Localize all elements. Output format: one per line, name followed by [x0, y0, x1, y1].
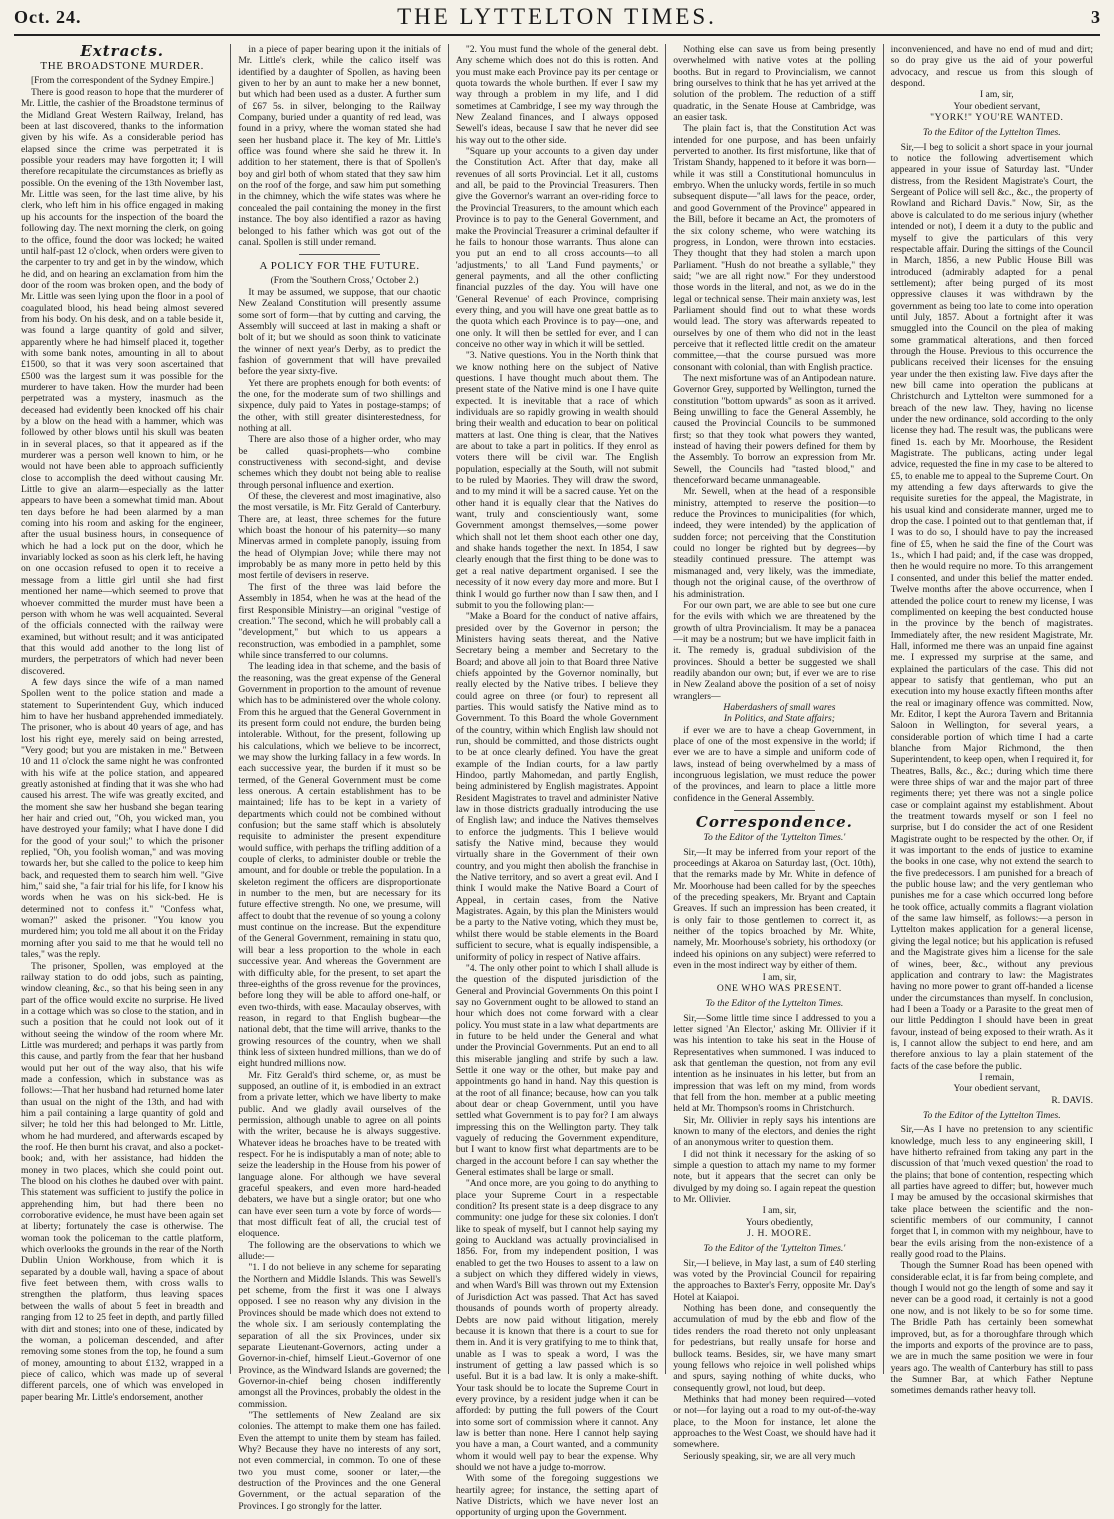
letter-addressee: To the Editor of the Lyttelton Times. — [922, 127, 1061, 139]
letter-addressee: To the Editor of the Lyttelton Times. — [922, 1109, 1061, 1121]
paragraph: Of these, the cleverest and most imaginative, also the most versatile, is Mr. Fitz Gerald of Canterbury. There are, at least, three schemes for the future which boast the honour of his paternity—so many Minervas armed in complete panoply, issuing from the head of Olympian Jove; while there may not improbably be as many more in petto held by this most fertile of devisers in reserve. — [238, 491, 441, 582]
article-title: A POLICY FOR THE FUTURE. — [259, 260, 420, 273]
paragraph: The plain fact is, that the Constitution Act was intended for one purpose, and has been unfairly perverted to another. Its first misfortune, like that of Tristam Shandy, happened to it before it was born—while it was still a Constitutional homunculus in embryo. When the unlucky words, fertile in so much subsequent dispute—"all laws for the peace, order, and good Government of the Province" appeared in the Bill, before it became an Act, the promoters of the six colony scheme, who were watching its progress, in London, were thrown into ecstacies. They thought that they had stolen a march upon Parliament. "Hush do not breathe a syllable," they said; "we are all right now." For they understood those words in the literal, and not, as we do in the legal or technical sense. Their main anxiety was, lest Parliament should find out to what these words would lead. The story was afterwards repeated to ourselves by one of them who did not in the least perceive that it reflected little credit on the amateur committee,—that the course pursued was more consonant with colonial, than with English practice. — [673, 123, 876, 373]
paragraph: It may be assumed, we suppose, that our chaotic New Zealand Constitution will presently assume some sort of form—that by cutting and carving, the Assembly will succeed at last in making a shaft or bolt of it; but we should as soon think to vaticinate the winner of next year's Derby, as to predict the fashion of government that will have prevailed before the year sixty-five. — [238, 286, 441, 378]
paragraph: A few days since the wife of a man named Spollen went to the police station and made a statement to Superintendent Guy, which induced him to have her husband apprehended immediately. The prisoner, who is about 40 years of age, and has lost his right eye, merely said on being arrested, "Very good; but you are mistaken in me." Between 10 and 11 o'clock the same night he was confronted with his wife at the police station, and appeared greatly astonished at finding that it was she who had caused his arrest. The wife was greatly excited, and the moment she saw her husband she began tearing her hair and cried out, "Oh, you wicked man, you have destroyed your family; what I have done I did for the good of your soul;" to which the prisoner replied, "Oh, you foolish woman," and was moving towards her, but she called to the police to keep him back, and requested them to search him well. "Give him," said she, "a fair trial for his life, for I know his words when he was on his sick-bed. He is determined not to confess it." "Confess what, woman?" asked the prisoner. "You know you murdered him; you told me all about it on the Friday morning after you said to me that he would tell no tales," was the reply. — [21, 676, 224, 961]
column-1 — [14, 42, 231, 1403]
paragraph: The following are the observations to which we allude:— — [238, 1239, 441, 1263]
letter-paragraph: Sir,—Some little time since I addressed to you a letter signed 'An Elector,' asking Mr. Ollivier if it was his intention to take his seat in the House of Representatives when summoned. I was induced to ask that gentleman the question, not from any evil intention as he insinuates in his letter, but from an impression that was left on my mind, from words that fell from the hon. member at a public meeting held at Mr. Thompson's rooms in Christchurch. — [673, 1012, 876, 1115]
letter-signature: "YORK!" YOU'RE WANTED. — [930, 112, 1064, 124]
page-number: 3 — [1091, 6, 1100, 27]
letter-closing: I am, sir, — [762, 1205, 797, 1217]
verse-line: Haberdashers of small wares — [723, 701, 836, 713]
letter-paragraph: Nothing has been done, and consequently the accumulation of mud by the ebb and flow of the tides renders the road thereto not only unpleasant for pedestrians, but really unsafe for horse and bullock teams. Besides, sir, we have many smart young fellows who rejoice in well polished whips and spurs, saying nothing of white ducks, who consequently growl, not loud, but deep. — [673, 1303, 876, 1394]
paragraph: "Square up your accounts to a given day under the Constitution Act. After that day, make all revenues of all sorts Provincial. Let it all, customs and all, be paid to the Provincial Treasurers. Then give the Governor's warrant an over-riding force to the Provincial Treasurers, to the amount which each Province is to pay to the General Government, and make the Provincial Treasurer a criminal defaulter if he fails to honour those warrants. Thus alone can you put an end to all cross accounts—to all 'adjustments,' to all 'Land Fund payments,' or general payments, and all the other conflicting financial puzzles of the day. You will have one 'General Revenue' of each Province, comprising every thing, and you will have one great battle as to the quota which each Province is to pay—one, and one only. It will then be settled for ever, and I can conceive no other way in which it will be settled. — [455, 146, 659, 350]
paragraph: For our own part, we are able to see but one cure for the evils with which we are threatened by the growth of ultra Provincialism. It may be a panacea—it may be a nostrum; but we have implicit faith in it. The remedy is, gradual subdivision of the provinces. Should a better be suggested we shall readily abandon our own; but, if ever we are to rise in New Zealand above the position of a set of noisy wranglers— — [673, 599, 876, 702]
letter-paragraph: Sir,—It may be inferred from your report of the proceedings at Akaroa on Saturday last, (Oct. 10th), that the remarks made by Mr. White in defence of Mr. Moorhouse had been called for by the speeches of the preceding speakers, Mr. Bryant and Captain Greaves. If such an impression has been created, it is only fair to those gentlemen to correct it, as neither of the topics broached by Mr. White, namely, Mr. Moorhouse's sobriety, his orthodoxy (or indeed his opinions on any subject) were referred to even in the most indirect way by either of them. — [673, 846, 876, 972]
column-2 — [231, 44, 448, 1512]
paragraph: "3. Native questions. You in the North think that we know nothing here on the subject of Native questions. I have thought much about them. The present state of the Native mind is one I have quite expected. It is inevitable that a race of which individuals are so rapidly growing in wealth should bring their wealth and education to bear on political matters at last. One thing is clear, that the Natives are about to take a part in politics. If they enrol as voters there will be civil war. The English population, especially at the South, will not submit to be ruled by Maories. They will draw the sword, and to my mind it will be a sacred cause. Yet on the other hand it is equally clear that the Natives do want, truly and conscientiously want, some Government amongst themselves,—some power which shall not let them shoot each other one day, and shake hands together the next. In 1854, I saw clearly enough that the first thing to be done was to get a real native department organised. I see the necessity of it now every day more and more. But I think I would go further now than I saw then, and I submit to you the following plan:— — [455, 350, 659, 611]
article-source: [From the correspondent of the Sydney Empire.] — [31, 75, 214, 86]
letter-closing: I am, sir, — [979, 89, 1014, 101]
divider — [734, 810, 815, 811]
letter-signature: J. H. MOORE. — [747, 1228, 812, 1240]
letter-paragraph: inconvenienced, and have no end of mud and dirt; so do pray give us the aid of your powerful advocacy, and rescue us from this slough of despond. — [890, 44, 1094, 90]
paragraph: There are also those of a higher order, who may be called quasi-prophets—who combine constructiveness with second-sight, and devise schemes which they doubt not being able to realise through personal influence and exertion. — [238, 434, 441, 491]
letter-paragraph: Methinks that had money been required—voted or not—for laying out a road to my out-of-the-way place, to the Moon for instance, let alone the approaches to the West Coast, we should have had it somewhere. — [673, 1393, 876, 1451]
letter-paragraph: Sir,—As I have no pretension to any scientific knowledge, much less to any engineering skill, I have hitherto refrained from taking any part in the discussion of that 'much vexed question' the road to the plains; that bone of contention, respecting which all parties have agreed to differ; but, however much I may be amused by the occasional skirmishes that take place between the scientific and the non-scientific members of our community, I cannot forget that I, in common with my neighbour, have to bear the evils arising from the non-existence of a really good road to the Plains. — [890, 1124, 1094, 1261]
paragraph: "The settlements of New Zealand are six colonies. The attempt to make them one has failed. Even the attempt to unite them by steam has failed. Why? Because they have no interests of any sort, not even commercial, in common. To one of these two you must come, sooner or later,—the destruction of the Provinces and the one General Government, or the actual separation of the Provinces. I go strongly for the latter. — [238, 1409, 441, 1512]
masthead — [14, 0, 1100, 36]
letter-signature: ONE WHO WAS PRESENT. — [716, 982, 842, 994]
paragraph: The leading idea in that scheme, and the basis of the reasoning, was the great expense of the General Government in proportion to the amount of revenue which has to be administered over the whole colony. From this he argued that the General Government in its present form could not endure, the burden being intolerable. Without, for the present, following up his calculations, which we believe to be incorrect, we may show the lurking fallacy in a few words. In each successive year, the burden if it must so be termed, of the General Government must be come less onerous. A certain establishment has to be maintained; life has to be kept in a variety of departments which could not be combined without confusion; but the same staff which is absolutely requisite to administer the present expenditure would suffice, with perhaps the trifling addition of a couple of clerks, to administer double or treble the amount, and for double or treble the population. In a skeleton regiment the officers are disproportionate in number to the men, but are necessary for its future effective strength. No one, we presume, will affect to doubt that the revenue of so young a colony must continue on the increase. But the expenditure of the General Government, remaining in statu quo, will bear a less proportion to the whole in each successive year. And whereas the Government are with difficulty able, for the present, to set apart the three-eighths of the gross revenue for the provinces, before long they will be able to afford one-half, or even two-thirds, with ease. Macaulay observes, with reason, in regard to that English bugbear—the national debt, that the time will arrive, thanks to the growing resources of the country, when we shall think less of sixteen hundred millions, than we do of eight hundred millions now. — [238, 661, 441, 1070]
paragraph: Mr. Fitz Gerald's third scheme, or, as must be supposed, an outline of it, is embodied in an extract from a private letter, which we have liberty to make public. And we gladly avail ourselves of the permission, although unable to agree on all points with the writer, because he is always suggestive. Whatever ideas he broaches have to be treated with respect. For he is indisputably a man of note; able to seize the leadership in the House from his power of language alone. For although we have several graceful speakers, and even more hard-headed debaters, we have but a single orator; but one who can have ever seen turn a vote by force of words—that most difficult feat of all, the crucial test of eloquence. — [238, 1069, 441, 1240]
paragraph: "And once more, are you going to do anything to place your Supreme Court in a respectable condition? Its present state is a deep disgrace to any community: one judge for these six colonies. I don't like to speak of myself, but I cannot help saying my going to Auckland was actually provincialised in 1856. For, from my independent position, I was enabled to get the two Houses to assent to a law on a subject on which they differed widely in views, and when Ward's Bill was thrown out my Extension of Jurisdiction Act was passed. That Act has saved thousands of pounds worth of property already. Debts are now paid without litigation, merely because it is known that there is a court to sue for them in. And it is very gratifying to me to think that, unable as I was to speak a word, I was the instrument of getting a law passed which is so useful. But it is a bad law. It is only a make-shift. Your task should be to locate the Supreme Court in every province, by a resident judge when it can be afforded: by putting the full powers of the Court into some sort of commission where it cannot. Any law is better than none. Here I cannot help saying you have a man, a Court wanted, and a community whom it would well pay to bear the expense. Why should we not have a judge to-morrow. — [455, 1178, 659, 1473]
paragraph: Nothing else can save us from being presently overwhelmed with native votes at the polling booths. But in regard to Provincialism, we cannot bring ourselves to think that he has yet arrived at the solution of the problem. The reduction of a stiff quadratic, in the Senate House at Cambridge, was an easier task. — [673, 44, 876, 124]
columns — [14, 42, 1100, 1519]
article-source: (From the 'Southern Cross,' October 2.) — [270, 275, 419, 286]
letter-paragraph: Sir, Mr. Ollivier in reply says his intentions are known to many of the electors, and denies the right of an anonymous writer to question them. — [673, 1114, 876, 1149]
paragraph: Yet there are prophets enough for both events: of the one, for the moderate sum of two shillings and sixpence, duly paid to Yates in postage-stamps; of the other, with still greater disinterestedness, for nothing at all. — [238, 377, 441, 434]
paragraph: in a piece of paper bearing upon it the initials of Mr. Little's clerk, while the calico itself was identified by a daughter of Spollen, as having been given to her by an aunt to make her a new bonnet, but which had been used as a duster. A further sum of £67 5s. in silver, belonging to the Railway Company, buried under a quantity of red lead, was found in a privy, where the woman stated she had seen her husband place it. The key of Mr. Little's office was found where she said he threw it. In addition to her statement, there is that of Spollen's boy and girl both of whom stated that they saw him on the roof of the forge, and saw him put something in the chimney, which the wife states was where he concealed the pail containing the money in the first instance. The boy also identified a razor as having belonged to his father which was got out of the canal. Spollen is still under remand. — [238, 44, 441, 248]
column-4 — [666, 44, 883, 1462]
letter-signature: R. DAVIS. — [1051, 1094, 1094, 1106]
paragraph: There is good reason to hope that the murderer of Mr. Little, the cashier of the Broadstone terminus of the Midland Great Western Railway, Ireland, has been at last discovered, thanks to the information given by his wife. As a considerable period has elapsed since the crime was perpetrated it is possible your readers may have forgotten it; I will therefore recapitulate the circumstances as briefly as possible. On the evening of the 13th November last, Mr. Little was seen, for the last time alive, by his clerk, who left him in his office engaged in making up his accounts for the inspection of the board the following day. The next morning the clerk, on going to the office, found the door was locked; he waited until half-past 12 o'clock, when orders were given to the carpenter to try and get in by the window, which he did, and on hearing an exclamation from him the door of the room was broken open, and the body of Mr. Little was seen lying upon the floor in a pool of coagulated blood, his head being almost severed from his body. On his desk, and on a table beside it, was found a large quantity of gold and silver, apparently where he had himself placed it, together with some bank notes, amounting in all to about £1500, so that it was very soon ascertained that £500 was the largest sum it was possible for the murderer to have taken. How the murder had been perpetrated was a mystery, inasmuch as the deceased had evidently been knocked off his chair by a blow on the head with a hammer, which was followed by other blows until his skull was beaten in in several places, so that it appeared as if the murderer was a person well known to him, or he would not have been able to approach sufficiently close to accomplish the deed without causing Mr. Little to give an alarm—especially as the latter appears to have been a somewhat timid man. About ten days before he had been alarmed by a man coming into his room and asking for the engineer, after the usual business hours, in consequence of which he had a lock put on the door, which he invariably locked as soon as his clerk left, he having on one occasion refused to open it to receive a message from a little girl until she had first mentioned her name—which seemed to prove that whoever committed the murder must have been a person with whom he was well acquainted. Several of the officials connected with the railway were examined, but without result; and it was anticipated that this would add another to the long list of murders, the perpetrators of which had never been discovered. — [21, 87, 224, 677]
letter-closing: I remain, — [979, 1071, 1015, 1083]
paragraph: With some of the foregoing suggestions we heartily agree; for instance, the setting apart of Native Districts, which we have never lost an opportunity of urging upon the Government. — [455, 1473, 659, 1519]
paragraph: The prisoner, Spollen, was employed at the railway station to do odd jobs, such as painting, window cleaning, &c., so that his being seen in any part of the office would excite no surprise. He lived in a cottage which was so close to the station, and in such a position that he could not look out of it without seeing the window of the room where Mr. Little was murdered; and perhaps it was partly from this cause, and partly from the fear that her husband would put her out of the way also, that his wife made a confession, which in substance was as follows:—That her husband had returned home later than usual on the night of the 13th, and had with him a pail containing a large quantity of gold and silver; he told her this had belonged to Mr. Little, whom he had murdered, and afterwards escaped by the roof. He then burnt his cravat, and also a pocket-book; and, with her assistance, had hidden the money in two places, which she could point out. The blood on his clothes he daubed over with paint. This statement was sufficient to justify the police in apprehending him, but had there been no corroborative evidence, he must have been again set at liberty; fortunately the case is otherwise. The woman took the policeman to the cattle platform, which overlooks the grounds in the rear of the North Dublin Union Workhouse, from which it is separated by a double wall, having a space of about five feet between them, with cross walls to strengthen the platform, thus leaving spaces between the walls of about 5 feet in breadth and ranging from 12 to 25 feet in depth, and partly filled with dirt and stones; into one of these, indicated by the woman, a policeman descended, and after removing some stones from the top, he found a sum of money, amounting to about £132, wrapped in a piece of calico, which was made up of several different parcels, one of which was enveloped in paper bearing Mr. Little's endorsement, another — [21, 960, 224, 1403]
column-5 — [884, 44, 1100, 1397]
letter-closing: Your obedient servant, — [953, 100, 1041, 112]
paragraph: if ever we are to have a cheap Government, in place of one of the most expensive in the world; if ever we are to have a simple and uniform code of laws, instead of being overwhelmed by a mass of incongruous legislation, we must reduce the power of the provinces, and learn to place a little more confidence in the General Assembly. — [673, 724, 876, 804]
newspaper-title: THE LYTTELTON TIMES. — [397, 4, 717, 29]
letter-paragraph: Sir,—I believe, in May last, a sum of £40 sterling was voted by the Provincial Council for repairing the approaches to Baxter's Ferry, opposite Mr. Day's Hotel at Kaiapoi. — [673, 1257, 876, 1303]
section-heading-extracts: Extracts. — [80, 42, 165, 60]
issue-date: Oct. 24. — [14, 6, 82, 27]
letter-addressee: To the Editor of the Lyttelton Times. — [705, 998, 844, 1010]
letter-closing: Your obedient servant, — [953, 1083, 1041, 1095]
paragraph: "Make a Board for the conduct of native affairs, presided over by the Governor in person; the Ministers having seats thereat, and the Native Secretary being a member and Secretary to the Board; and above all join to that Board three Native chiefs appointed by the Governor nominally, but really elected by the Native tribes. I believe they could agree on three (or four) to represent all parties. This would satisfy the Native mind as to Government. To this Board the whole Government of the country, within which English law should not run, should be committed, and those districts ought to be at once clearly defined. You have the great example of the Indian courts, for a law partly Hindoo, partly Mahomedan, and partly English, being administered by English magistrates. Appoint Resident Magistrates to travel and administer Native law in those districts gradually introducing the use of English law; and induce the Natives themselves to enforce the judgments. This I believe would satisfy the Native mind, because they would virtually share in the Government of their own country, and you might then abolish the franchise in the Native territory, and so avert a great evil. And I think I would make the Native Board a Court of Appeal, in certain cases, from the Native Magistrates. Again, by this plan the Ministers would be a party to the Native voting, which they must be, whilst there would be stable elements in the Board sufficient to secure, what is equally indispensible, a uniformity of policy in respect of Native affairs. — [455, 611, 659, 963]
letter-paragraph: Sir,—I beg to solicit a short space in your journal to notice the following advertisement which appeared in your issue of Saturday last. "Under distress, from the Resident Magistrate's Court, the Sergeant of Police will sell &c., &c., the property of Rowland and Richard Davis." Now, Sir, as the above is calculated to do me serious injury (whether intended or not), I deem it a duty to the public and myself to give the particulars of this very respectable affair. During the sittings of the Council in March, 1856, a new Public House Bill was introduced (admirably adapted for a penal settlement); after being purged of its most oppressive clauses it was withdrawn by the government as being too late to come into operation until July, 1857. About a fortnight after it was smuggled into the Council on the plea of making some grammatical alterations, and then forced through the House. Previous to this occurrence the publicans received their licenses for the ensuing year under the then existing law. Five days after the new bill came into operation the publicans at Christchurch and Lyttelton were summoned for a breach of the new law. They, having no license under the new ordinance, sold according to the only license they had. The result was, the publicans were fined 1s. each by Mr. Moorhouse, the Resident Magistrate. The publicans, acting under legal advice, requested the fine in my case to be altered to £5, to enable me to appeal to the Supreme Court. On my attending a few days afterwards to give the requisite sureties for the appeal, the Magistrate, in his usual kind and considerate manner, urged me to drop the case. I pointed out to that gentleman that, if I was to do so, I should have to pay the increased fine of £5, when he said the fine of the Court was 1s., which I had paid; and, if the case was dropped, then he would require no more. To this arrangement I consented, and under this belief the matter ended. Twelve months after the above occurrence, when I attended the police court to renew my license, I was complimented on keeping the best conducted house in the province by the bench of magistrates. Immediately after, the new resident Magistrate, Mr. Hall, informed me there was an unpaid fine against me. I expressed my surprise at the same, and explained the particulars of the case. This did not appear to satisfy that gentleman, who put an execution into my house exactly fifteen months after the real or imaginary offence was committed. Now, Mr. Editor, I kept the Aurora Tavern and Britannia Saloon in Wellington, for several years, a considerable portion of which time I had a carte blanche from Major Richmond, the then Superintendent, to keep open, when I required it, for Theatres, Balls, &c., &c.; during which time there were three ships of war and the major part of three regiments there; yet there was not a single police case or complaint against my establishment. About the treatment towards myself or son I feel no surprise, but I do consider the act of one Resident Magistrate ought to be respected by the other. Or, if it was important to the ends of justice to examine the books in one case, why not extend the search to the five predecessors. I am punished for a breach of the public house law; and the very gentleman who punishes me for a case which occurred long before he took office, actually commits a flagrant violation of the same law himself, as follows:—a person in Lyttelton makes application for a general license, giving the legal notice; but his application is refused and the Magistrate gives him a license for the sale of wines, beer, &c., without any previous application and contrary to law: the Magistrates having no more power to grant off-handed a license under the circumstances than myself. In conclusion, had I been a Toady or a Parasite to the great men of our little Peddington I should have been in great favour, instead of being exposed to their wrath. As it is, I cannot allow the subject to end here, and am therefore anxious to lay a plain statement of the facts of the case before the public. — [890, 141, 1094, 1072]
divider — [299, 254, 380, 255]
letter-closing: Yours obediently, — [745, 1216, 813, 1228]
letter-addressee: To the Editor of the 'Lyttelton Times.' — [703, 1243, 846, 1255]
paragraph: Mr. Sewell, when at the head of a responsible ministry, attempted to reserve the position—to reduce the Provinces to municipalities (for which, indeed, they were intended) by the application of sudden force; not perceiving that the Constitution could no longer be righted but by degrees—by steadily continued pressure. The attempt was mismanaged and, very likely, was the immediate, though not the original cause, of the overthrow of his administration. — [673, 486, 876, 600]
letter-paragraph: I did not think it necessary for the asking of so simple a question to attach my name to my former note, but it appears that the secret can only be divulged by my doing so. I again repeat the question to Mr. Ollivier. — [673, 1148, 876, 1206]
article-title: THE BROADSTONE MURDER. — [40, 60, 205, 73]
section-heading-correspondence: Correspondence. — [695, 813, 853, 832]
letter-addressee: To the Editor of the 'Lyttelton Times.' — [703, 832, 846, 844]
paragraph: "1. I do not believe in any scheme for separating the Northern and Middle Islands. This was Sewell's pet scheme, from the first it was one I always opposed. I see no reason why any division in the Provinces should be made which does not extend to the whole six. I am seriously contemplating the separation of all the six Provinces, under six separate Lieutenant-Governors, acting under a Governor-in-chief, himself Lieut.-Governor of one Province, as the Windward Islands are governed; the Governor-in-chief being chosen indifferently amongst all the Provinces, probably the oldest in the commission. — [238, 1262, 441, 1410]
paragraph: "4. The only other point to which I shall allude is the question of the disputed jurisdiction of the General and Provincial Governments On this point I say no Government ought to be allowed to stand an hour which does not come forward with a clear policy. You must state in a law what departments are in future to be held under the General and what under the Provincial Governments. Put an end to all this miserable jangling and strife by such a law. Settle it one way or the other, but make pay and appointments go hand in hand. Nay this question is at the root of all finance; because, how can you talk about dear or cheap Government, until you have settled what Government is to pay for? I am always impressing this on the Wellington party. They talk vaguely of reducing the Government expenditure, but I want to know first what departments are to be charged in the account before I can say whether the General estimates shall be large or small. — [455, 962, 659, 1179]
paragraph: The first of the three was laid before the Assembly in 1854, when he was at the head of the first Responsible Ministry—an original "vestige of creation." The second, which he will probably call a "development," but which to us appears a reconstruction, was embodied in a pamphlet, some while since transferred to our columns. — [238, 581, 441, 661]
letter-paragraph: Seriously speaking, sir, we are all very much — [683, 1450, 856, 1462]
letter-closing: I am, sir, — [762, 971, 797, 983]
column-3 — [449, 44, 666, 1519]
paragraph: The next misfortune was of an Antipodean nature. Governor Grey, supported by Wellington, turned the constitution "bottom upwards" as soon as it arrived. Being unwilling to face the General Assembly, he caused the Provincial Councils to be summoned first; so that they took what powers they wanted, instead of having their powers defined for them by the Assembly. To borrow an expression from Mr. Sewell, the Councils had "tasted blood," and thenceforward became unmanageable. — [673, 372, 876, 487]
verse-line: In Politics, and State affairs; — [723, 713, 835, 725]
paragraph: "2. You must fund the whole of the general debt. Any scheme which does not do this is rotten. And you must make each Province pay its per centage or quota towards the whole burthen. If ever I saw my way through a problem in my life, and I did sometimes at Cambridge, I see my way through the New Zealand finances, and I always opposed Sewell's ideas, because I saw that he never did see his way out to the other side. — [455, 44, 659, 146]
letter-paragraph: Though the Sumner Road has been opened with considerable eclat, it is far from being complete, and though I would not go the length of some and say it never can be a good road, it certainly is not a good one now, and is not likely to be so for some time. The Bridle Path has certainly been somewhat improved, but, as for a thoroughfare through which the imports and exports of the province are to pass, we are in much the same position we were in four years ago. The wealth of Canterbury has still to pass the Sumner Bar, at which Father Neptune sometimes demands rather heavy toll. — [890, 1260, 1094, 1397]
